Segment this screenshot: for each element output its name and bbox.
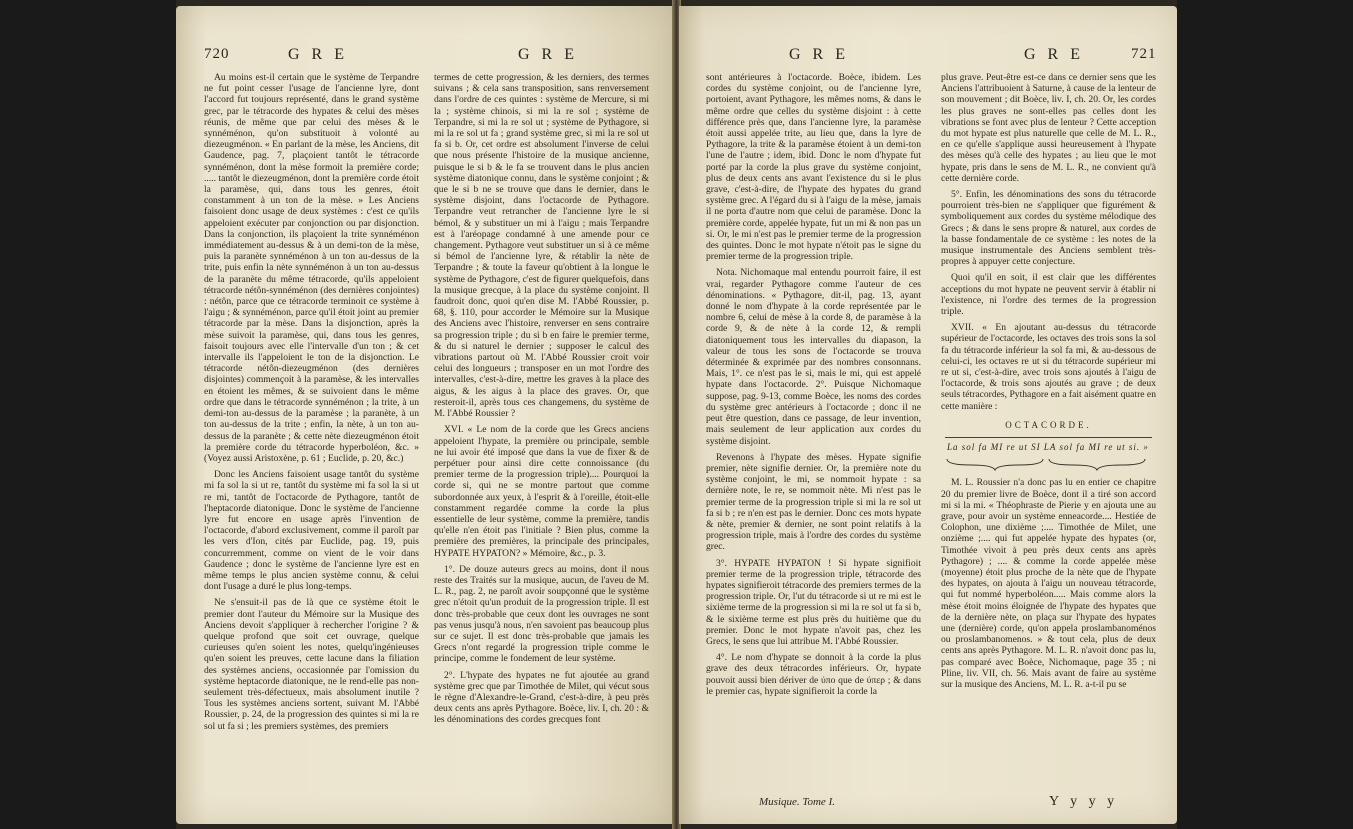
right-page-header xyxy=(679,46,1177,68)
paragraph: Nota. Nichomaque mal entendu pourroit faire, il est vrai, regarder Pythagore comme l'auteur de ces dénominations. « Pythagore, dit-il, pag. 13, ayant donné le nom d'hypate à la corde représentée par le nombre 6, celui de mèse à la corde 8, de paramèse à la corde 9, & de nète à la corde 12, & rempli diatoniquement tous les intervalles du diapason, la valeur de tous les sons de l'octacorde se trouva déterminée & exprimée par des nombres consonnans. Mais, 1°. ce n'est pas le si, mais le mi, qui est appelé hypate dans l'octacorde. 2°. Puisque Nichomaque suppose, pag. 9-13, comme Boèce, les noms des cordes du système grec antérieurs à l'octacorde ; donc il ne peut être question, dans ce passage, de leur invention, mais seulement de leur application aux cordes du système disjoint. xyxy=(706,267,921,447)
paragraph: plus grave. Peut-être est-ce dans ce dernier sens que les Anciens l'attribuoient à Saturne, à cause de la lenteur de son mouvement ; dit Boèce, liv. I, ch. 20. Or, les cordes les plus graves ne sont-elles pas celles dont les vibrations se font avec plus de lenteur ? Cette acception du mot hypate est plus naturelle que celle de M. L. R., en ce qu'elle s'applique aussi heureusement à l'hypate des mèses qu'à celle des hypates ; au lieu que le mot hypate, pris dans le sens de M. L. R., ne convient qu'à cette dernière corde. xyxy=(941,72,1156,184)
octacorde-figure xyxy=(941,420,1156,471)
paragraph: Quoi qu'il en soit, il est clair que les différentes acceptions du mot hypate ne peuvent servir à établir ni l'existence, ni l'ordre des termes de la progression triple. xyxy=(941,272,1156,318)
paragraph: M. L. Roussier n'a donc pas lu en entier ce chapitre 20 du premier livre de Boèce, dont il a tiré son accord mi si la mi. « Théophraste de Pierie y en ajouta une au grave, pour avoir un système enneacorde.... Hestiée de Colophon, une dixième ;.... Timothée de Milet, une onzième ;.... qui fut appelée hypate des hypates (or, Timothée vivoit à peu près deux cents ans après Pythagore) ; .... & comme la corde appelée mèse (moyenne) étoit plus proche de la nète que de l'hypate des hypates, on ajouta à l'aigu un nouveau tétracorde, qui fut nommé hyperboléon..... Mais comme alors la mèse étoit moins éloignée de l'hypate des hypates que de la dernière nète, on plaça sur l'hypate des hypates une (dernière) corde, qu'on appela proslambanoménos ou proslambanomenos. » & tout cela, plus de deux cents ans après Pythagore. M. L. R. n'avoit donc pas lu, pas comparé avec Boèce, Nichomaque, page 35 ; ni Pline, liv. VII, ch. 56. Mais avant de faire au système sur la musique des Anciens, M. L. R. a-t-il pu se xyxy=(941,477,1156,690)
left-column-1 xyxy=(204,72,419,737)
brace-lines xyxy=(945,457,1152,471)
octacorde-title: OCTACORDE. xyxy=(1005,419,1092,430)
paragraph: 2°. L'hypate des hypates ne fut ajoutée au grand système grec que par Timothée de Milet, qui vécut sous le règne d'Alexandre-le-Grand, c'est-à-dire, à peu près deux cents ans après Pythagore. Boèce, liv. I, ch. 20 : & les dénominations des cordes grecques font xyxy=(434,669,649,726)
paragraph: XVI. « Le nom de la corde que les Grecs anciens appeloient l'hypate, la première ou principale, semble ne lui avoir été imposé que dans la vue de fixer & de perpétuer pour ainsi dire cette connoissance (du premier terme de la progression triple).... Pourquoi la corde si, qui ne se montre partout que comme subordonnée aux yeux, à l'esprit & à l'oreille, étoit-elle constamment regardée comme la corde la plus essentielle de leur système, comme la première, tandis qu'elle n'en étoit pas l'initiale ? Bien plus, comme la première des premières, la principale des principales, HYPATE HYPATON? » Mémoire, &c., p. 3. xyxy=(434,424,649,559)
left-page xyxy=(176,6,674,824)
tetrachord-braces xyxy=(945,457,1152,471)
paragraph: sont antérieures à l'octacorde. Boèce, ibidem. Les cordes du système conjoint, ou de l'ancienne lyre, portoient, avant Pythagore, les mêmes noms, & dans le même ordre que celles du système disjoint : à cette différence près que, dans l'ancienne lyre, la paramèse étoit aussi appelée trite, au lieu que, dans la lyre de Pythagore, la trite & la paramèse étoient à un demi-ton l'une de l'autre ; idem, ibid. Donc le nom d'hypate fut porté par la corde la plus grave du système conjoint, plus de deux cents ans avant l'existence du si le plus grave, c'est-à-dire, de l'hypate des hypates du grand système grec. A l'égard du si à l'aigu de la mèse, jamais il ne porta d'autre nom que celui de paramèse. Donc la première corde, appelée hypate, fut un mi & non pas un si. Or, le mi n'est pas le premier terme de la progression des quintes. Donc le mot hypate n'étoit pas le signe du premier terme de la progression triple. xyxy=(706,72,921,263)
octacorde-notes: La sol fa MI re ut SI LA sol fa MI re ut si. » xyxy=(947,442,1149,453)
running-head: G R E xyxy=(789,46,849,63)
signature-mark: Y y y y xyxy=(1049,794,1119,809)
left-page-header xyxy=(176,46,674,68)
page-number: 721 xyxy=(1131,46,1157,62)
paragraph: 3°. HYPATE HYPATON ! Si hypate signifioit premier terme de la progression triple, tétracorde des hypates signifieroit tétracorde des premiers termes de la progression triple. Or, l'ut du tétracorde si ut re mi est le sixième terme de la progression si mi la re sol ut fa si b, & le sixième terme est plus près du huitième que du premier. Donc le mot hypate n'avoit pas, chez les Grecs, le sens que lui attribue M. l'Abbé Roussier. xyxy=(706,557,921,647)
paragraph: Revenons à l'hypate des mèses. Hypate signifie premier, nète signifie dernier. Or, la première note du système conjoint, le mi, se nommoit hypate : sa dernière note, le re, se nommoit nète. Mi n'est pas le premier terme de la progression triple si mi la re sol ut fa si b ; re n'en est pas le dernier. Donc ces mots hypate & nète, premier & dernier, ne sont point relatifs à la progression triple, mais à l'ordre des cordes du système grec. xyxy=(706,451,921,553)
running-head: G R E xyxy=(1024,46,1084,63)
paragraph: XVII. « En ajoutant au-dessus du tétracorde supérieur de l'octacorde, les octaves des trois sons la sol fa du tétracorde inférieur la sol fa mi, & au-dessous de celui-ci, les octaves re ut si du tétracorde supérieur mi re ut si, c'est-à-dire, avec trois sons ajoutés à l'aigu de l'octacorde, & trois sons ajoutés au grave ; de deux seuls tétracordes, Pythagore en a fait aisément quatre en cette manière : xyxy=(941,322,1156,412)
page-number: 720 xyxy=(204,46,230,62)
open-book xyxy=(176,0,1177,829)
paragraph: 4°. Le nom d'hypate se donnoit à la corde la plus grave des deux tétracordes inférieurs. Or, hypate pouvoit aussi bien dériver de ύπο que de ύπερ ; & dans le premier cas, hypate signifieroit la corde la xyxy=(706,652,921,697)
paragraph: Ne s'ensuit-il pas de là que ce système étoit le premier dont l'auteur du Mémoire sur la Musique des Anciens devoit s'appliquer à rechercher l'origine ? & quelque profond que soit cet ouvrage, quelque curieuses qu'en soient les notes, quelqu'ingénieuses qu'en soient les preuves, cette lacune dans la filiation des systèmes anciens, occasionnée par l'omission du système heptacorde diatonique, ne le rend-elle pas non-seulement très-défectueux, mais absolument inutile ? Tous les systèmes anciens sortent, suivant M. l'Abbé Roussier, p. 24, de la progression des quintes si mi la re sol ut fa si ; les premiers systèmes, des premiers xyxy=(204,597,419,732)
running-head: G R E xyxy=(288,46,348,63)
paragraph: 5°. Enfin, les dénominations des sons du tétracorde pourroient très-bien ne s'appliquer que figurément & symboliquement aux cordes du système mélodique des Grecs ; & dans le sens propre & naturel, aux cordes de la basse fondamentale de ce système : les notes de la musique instrumentale des Anciens semblent très-propres à appuyer cette conjecture. xyxy=(941,189,1156,268)
catchword-footer: Musique. Tome I. xyxy=(759,796,835,808)
running-head: G R E xyxy=(518,46,578,63)
right-column-1 xyxy=(706,72,921,702)
paragraph: 1°. De douze auteurs grecs au moins, dont il nous reste des Traités sur la musique, aucun, de l'aveu de M. L. R., pag. 2, ne paroît avoir soupçonné que le système grec n'étoit qu'un produit de la progression triple. Il est donc très-probable que ceux dont les ouvrages ne sont pas venus jusqu'à nous, n'en savoient pas beaucoup plus sur ce sujet. Il est donc très-probable que jamais les Grecs n'ont regardé la progression triple comme le principe, comme le fondement de leur système. xyxy=(434,563,649,665)
right-column-2 xyxy=(941,72,1156,695)
paragraph: termes de cette progression, & les derniers, des termes suivans ; & cela sans transposition, sans renversement dans l'ordre de ces quintes : système de Mercure, si mi la ; système chinois, si mi la re sol ; système de Terpandre, si mi la re sol ut ; système de Pythagore, si mi la re sol ut fa ; grand système grec, si mi la re sol ut fa si b. Or, cet ordre est absolument l'inverse de celui que nous présente l'histoire de la musique ancienne, puisque le si b & le fa se trouvent dans le plus ancien système diatonique connu, dans le système conjoint ; & que le si b ne se trouve que dans le dernier, dans le système disjoint, dans l'octacorde de Pythagore. Terpandre veut retrancher de l'ancienne lyre le si bémol, & y substituer un mi à l'aigu ; mais Terpandre est à l'aréopage condamné à une amende pour ce changement. Pythagore veut substituer un si à ce même si bémol de l'ancienne lyre, & rétablir la nète de Terpandre ; & toute la faveur qu'obtient à la longue le système de Pythagore, c'est de figurer quelquefois, dans la musique grecque, à la place du système conjoint. Il faudroit donc, quoi qu'en dise M. l'Abbé Roussier, p. 68, §. 110, pour accorder le Mémoire sur la Musique des Anciens avec l'histoire, renverser en sens contraire sa progression triple ; du si b en faire le premier terme, & du si naturel le dernier ; supposer le calcul des vibrations partout où M. l'Abbé Roussier croit voir celui des longueurs ; transposer en un mot l'ordre des intervalles, c'est-à-dire, mettre les graves à la place des aigus, & les aigus à la place des graves. Or, que resteroit-il, après tous ces changemens, du système de M. l'Abbé Roussier ? xyxy=(434,72,649,420)
right-page xyxy=(679,6,1177,824)
paragraph: Donc les Anciens faisoient usage tantôt du système mi fa sol la si ut re, tantôt du système mi fa sol la si ut re mi, tantôt de l'octacorde de Pythagore, tantôt de l'heptacorde diatonique. Donc le système de l'ancienne lyre fut encore en usage après l'invention de l'octacorde, d'abord exclusivement, comme il paroît par les vers d'Ion, cités par Euclide, pag. 19, puis concurremment, comme on vient de le voir dans Gaudence ; donc le système de l'ancienne lyre est en même temps le plus ancien système connu, & celui dont l'usage a duré le plus long-temps. xyxy=(204,469,419,593)
paragraph: Au moins est-il certain que le système de Terpandre ne fut point cesser l'usage de l'ancienne lyre, dont l'accord fut toujours représenté, dans le grand système grec, par le tétracorde des hypates & celui des mèses réunis, de même que par celui des mèses & le synnéménon, qu'on substituoit à volonté au diezeugménon. « En parlant de la mèse, les Anciens, dit Gaudence, pag. 7, plaçoient tantôt le tétracorde synnéménon, dont la mèse formoit la première corde; ..... tantôt le diezeugménon, dont la première corde étoit la paramèse, qui, dans tous les genres, étoit constamment à un ton de la mèse. » Les Anciens faisoient donc usage de deux systèmes : c'est ce qu'ils appeloient exécuter par conjonction ou par disjonction. Dans la conjonction, ils plaçoient la trite synnéménon immédiatement au-dessus & à un demi-ton de la mèse, puis la paranète synnéménon à un ton au-dessus de la trite, puis enfin la nète synnéménon à un ton au-dessus de la paranète du même tétracorde, qu'ils appeloient tétracorde nétôn-synnéménon (des dernières conjointes) : nétôn, parce que ce tétracorde terminoit ce système à l'aigu ; & synnéménon, parce qu'il étoit joint au premier tétracorde par la mèse. Dans la disjonction, après la mèse suivoit la paramèse, qui, dans tous les genres, faisoit toujours avec elle l'intervalle d'un ton ; & cet intervalle ils l'appeloient le ton de la disjonction. Le tétracorde nétôn-diezeugménon (des dernières disjointes) commençoit à la paramèse, & les intervalles en étoient les mêmes, & se suivoient dans le même ordre que dans le tétracorde synnéménon ; la trite, à un demi-ton au-dessus de la paramèse ; la paranète, à un ton au-dessus de la trite ; enfin, la nète, à un ton au-dessus de la paranète ; & cette nète diezeugménon étoit la première corde du tétracorde hyperboléon, &c. » (Voyez aussi Aristoxène, p. 61 ; Euclide, p. 20, &c.) xyxy=(204,72,419,464)
left-column-2 xyxy=(434,72,649,731)
